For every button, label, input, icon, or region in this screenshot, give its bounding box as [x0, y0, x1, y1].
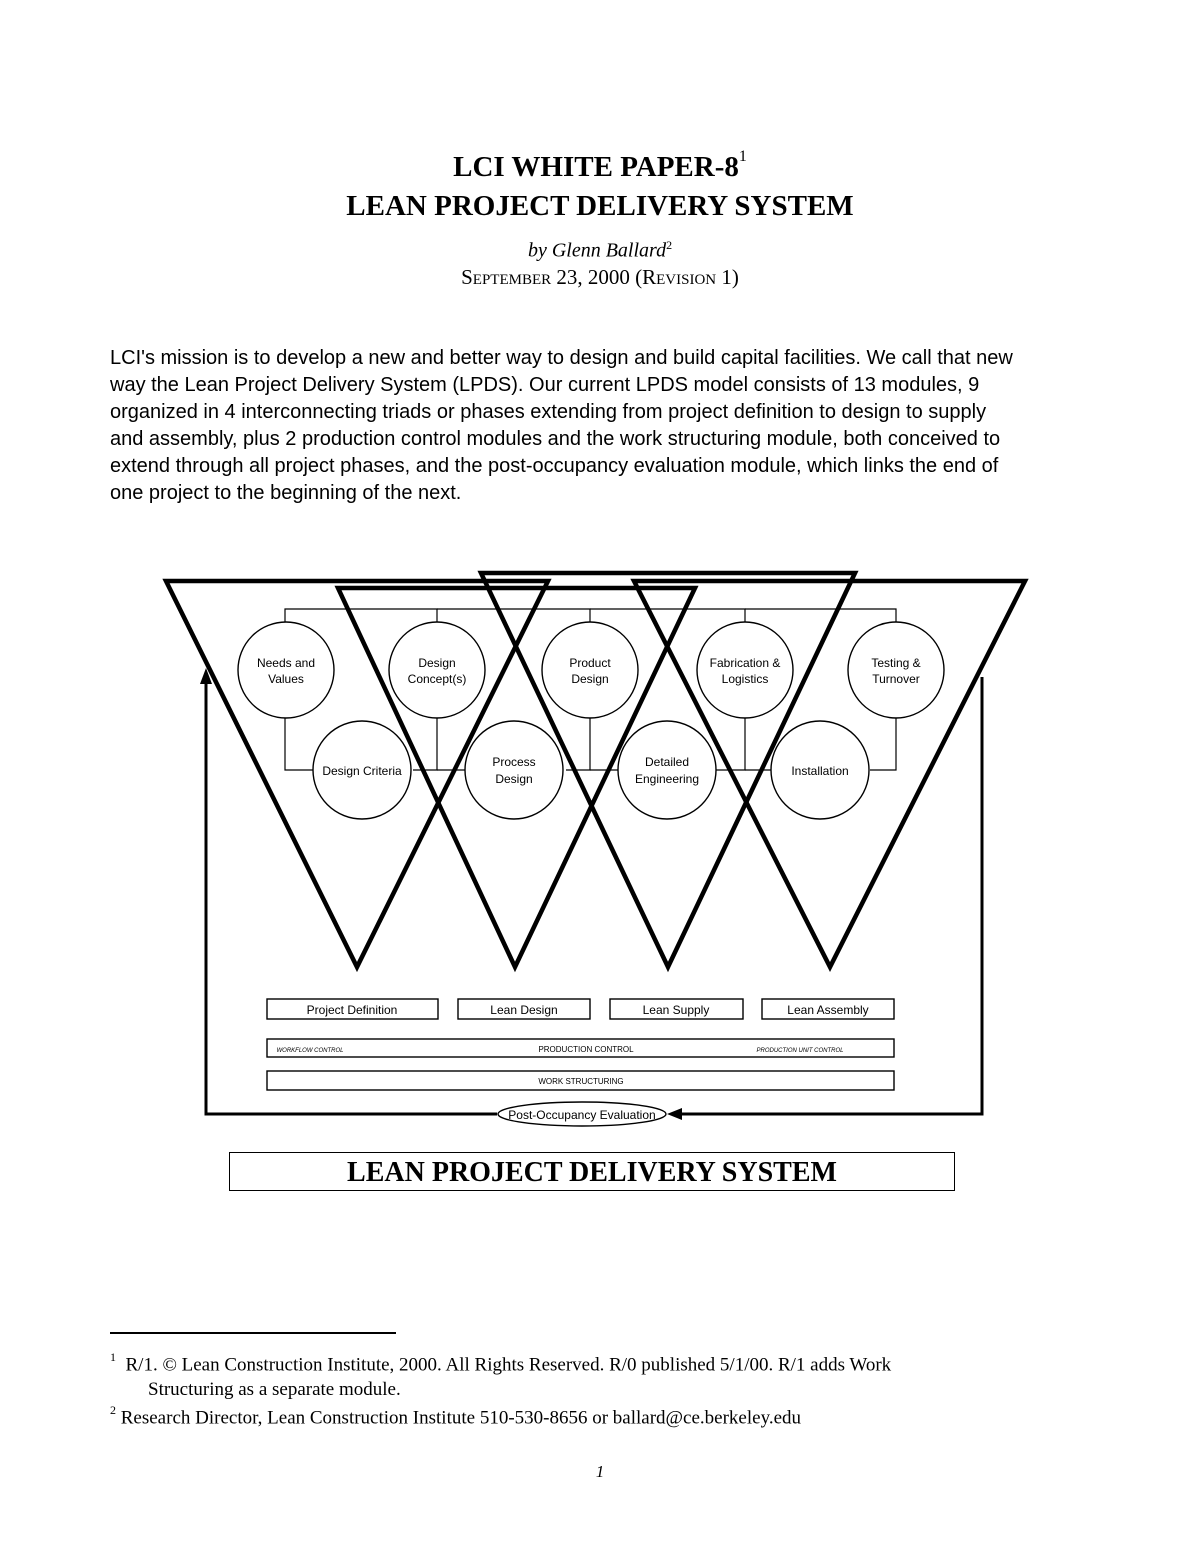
production-unit-control-label: PRODUCTION UNIT CONTROL — [756, 1048, 844, 1054]
module-label: Design — [495, 772, 533, 786]
module-needs-and-values[interactable] — [238, 622, 334, 718]
phase-label: Lean Assembly — [787, 1003, 869, 1017]
module-label: Product — [569, 656, 611, 670]
module-label: Concept(s) — [407, 672, 467, 686]
intro-paragraph — [110, 345, 1100, 507]
footnote-divider — [110, 1332, 396, 1334]
phase-label: Lean Design — [490, 1003, 558, 1017]
workflow-control-label: WORKFLOW CONTROL — [276, 1048, 344, 1054]
paper-subtitle: LEAN PROJECT DELIVERY SYSTEM — [346, 190, 854, 222]
module-product-design[interactable] — [542, 622, 638, 718]
footnote-1 — [110, 1347, 891, 1402]
footnote-ref-2[interactable]: 2 — [666, 238, 673, 252]
module-label: Values — [268, 672, 304, 686]
module-label: Turnover — [872, 672, 920, 686]
intro-line: and assembly, plus 2 production control modules and the work structuring module, both conceived to — [110, 428, 1001, 450]
module-label: Detailed — [644, 755, 690, 769]
module-design-concepts[interactable] — [389, 622, 485, 718]
phase-label: Lean Supply — [642, 1003, 710, 1017]
page-number: 1 — [595, 1462, 605, 1481]
footnote-mark: 1 — [110, 1350, 116, 1364]
paper-title-line1: LCI WHITE PAPER-8 — [453, 151, 739, 183]
module-process-design[interactable] — [465, 721, 563, 819]
phase-label: Project Definition — [306, 1003, 398, 1017]
intro-line: organized in 4 interconnecting triads or phases extending from project definition to design to supply — [110, 401, 987, 423]
module-fabrication-logistics[interactable] — [697, 622, 793, 718]
diagram-caption: LEAN PROJECT DELIVERY SYSTEM — [229, 1152, 955, 1191]
production-control-label: PRODUCTION CONTROL — [538, 1045, 634, 1054]
intro-line: LCI's mission is to develop a new and better way to design and build capital facilities. We call that new — [110, 347, 1013, 369]
author-line — [0, 238, 1200, 263]
lpds-diagram — [0, 540, 1200, 1140]
post-occupancy-label: Post-Occupancy Evaluation — [508, 1108, 656, 1122]
intro-line: extend through all project phases, and the post-occupancy evaluation module, which links the end of — [110, 455, 999, 477]
intro-line: way the Lean Project Delivery System (LPDS). Our current LPDS model consists of 13 modules, 9 — [110, 374, 980, 396]
date-line: September 23, 2000 (Revision 1) — [461, 265, 739, 289]
footnote-2 — [110, 1400, 801, 1430]
module-label: Process — [492, 755, 536, 769]
module-label: Fabrication & — [709, 656, 781, 670]
module-label: Installation — [791, 764, 849, 778]
intro-line: one project to the beginning of the next. — [110, 482, 462, 504]
footnote-mark: 2 — [110, 1403, 116, 1417]
module-label: Design — [571, 672, 609, 686]
module-label: Logistics — [721, 672, 769, 686]
module-testing-turnover[interactable] — [848, 622, 944, 718]
module-label: Needs and — [256, 656, 316, 670]
module-label: Testing & — [871, 656, 921, 670]
footnote-1-line1: R/1. © Lean Construction Institute, 2000. All Rights Reserved. R/0 published 5/1/00. R/1 adds Work — [125, 1354, 892, 1376]
module-label: Design — [418, 656, 456, 670]
module-detailed-engineering[interactable] — [618, 721, 716, 819]
footnote-1-line2: Structuring as a separate module. — [148, 1379, 401, 1401]
footnote-ref-1[interactable]: 1 — [738, 148, 747, 165]
module-label: Engineering — [634, 772, 700, 786]
footnote-2-text[interactable]: Research Director, Lean Construction Institute 510-530-8656 or ballard@ce.berkeley.edu — [120, 1407, 802, 1429]
module-label: Design Criteria — [322, 764, 402, 778]
work-structuring-label: WORK STRUCTURING — [538, 1077, 624, 1086]
paper-title — [0, 148, 1200, 183]
author-name: by Glenn Ballard — [527, 239, 667, 262]
